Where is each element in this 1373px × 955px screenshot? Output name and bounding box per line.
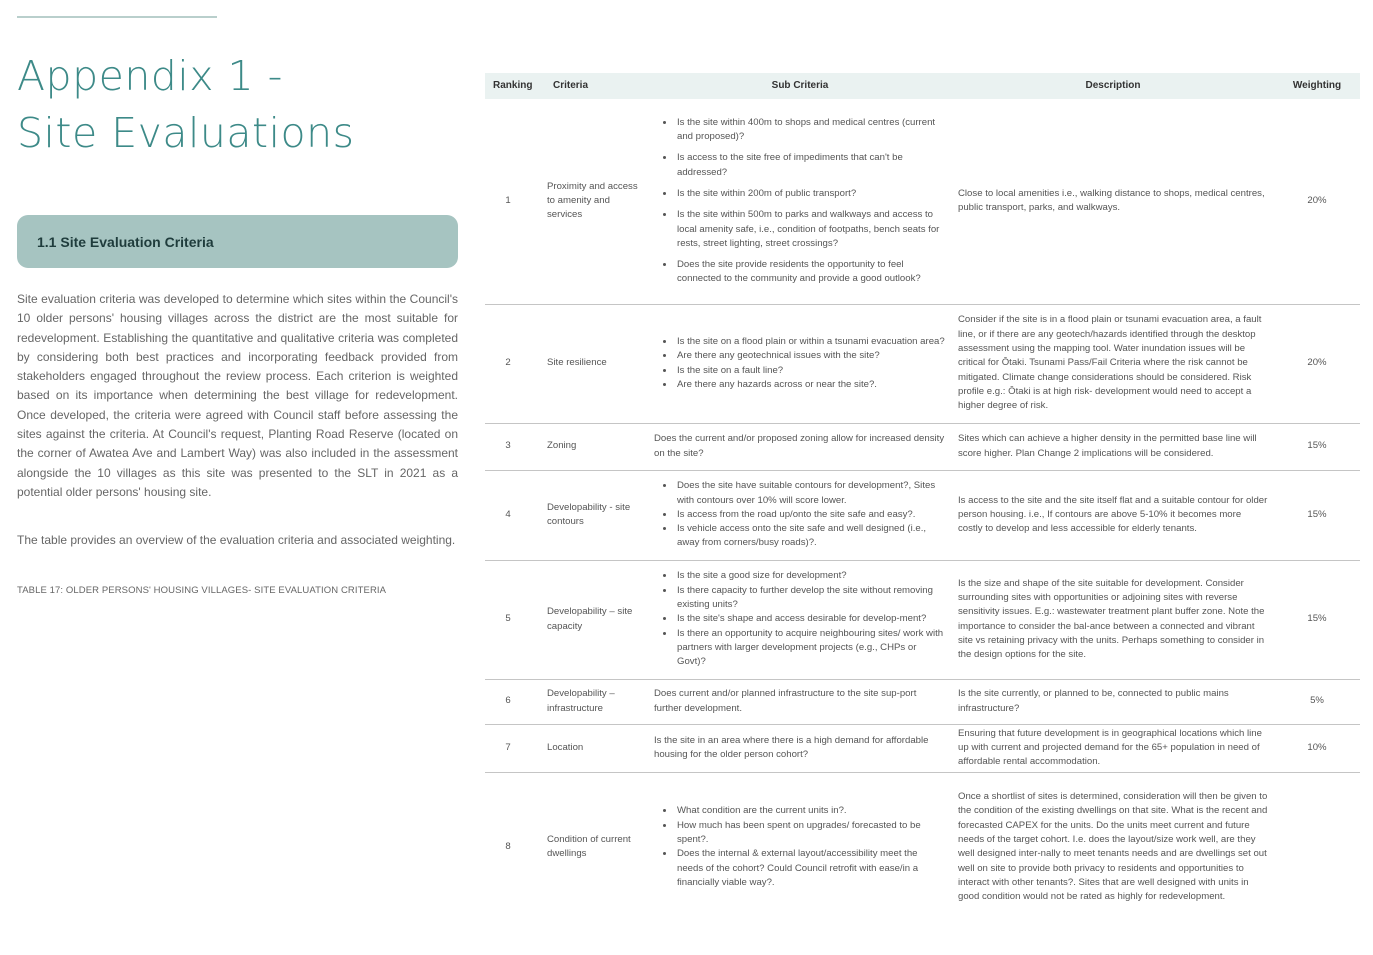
row-description: Is the site currently, or planned to be, connected to public mains infrastructure? xyxy=(952,679,1274,724)
row-criteria: Condition of current dwellings xyxy=(539,772,648,922)
row-criteria: Developability - site contours xyxy=(539,470,648,560)
sub-criteria-item: • Is vehicle access onto the site safe and well designed (i.e., away from corners/busy roads)?. xyxy=(675,522,946,551)
sub-criteria-list xyxy=(654,804,946,890)
row-sub-criteria xyxy=(648,470,952,560)
row-sub-criteria: Does the current and/or proposed zoning allow for increased density on the site? xyxy=(648,423,952,470)
sub-criteria-list xyxy=(654,569,946,669)
sub-criteria-item: • What condition are the current units in?. xyxy=(675,804,946,818)
row-description: Is the size and shape of the site suitable for development. Consider surrounding sites with opportunities or adjoining sites with reverse sensitivity issues. E.g.: wastewater treatment plant buffer zone. Note the importance to consider the bal-ance between a connected and vibrant site vs retaining privacy with the units. Perhaps something to consider in the design options for the site. xyxy=(952,560,1274,679)
row-sub-criteria xyxy=(648,304,952,423)
sub-criteria-item: • Is the site on a flood plain or within a tsunami evacuation area? xyxy=(675,335,946,349)
sub-criteria-item: • Is there capacity to further develop the site without removing existing units? xyxy=(675,584,946,613)
row-description: Close to local amenities i.e., walking distance to shops, medical centres, public transport, parks, and walkways. xyxy=(958,187,1265,214)
row-description: Once a shortlist of sites is determined, consideration will then be given to the condition of the existing dwellings on that site. What is the recent and forecasted CAPEX for the units. Do the units meet current and future needs of the target cohort. I.e. does the layout/size work well, are they well designed inter-nally to meet tenants needs and are dwellings set out well on site to provide both privacy to residents and opportunities to interact with other tenants?. Sites that are well designed with units in good condition would not be rated as highly for redevelopment. xyxy=(952,772,1274,922)
page-title-line-1: Appendix 1 - xyxy=(17,52,283,100)
row-criteria: Proximity and access to amenity and services xyxy=(547,180,638,221)
row-weighting: 20% xyxy=(1274,304,1360,423)
sub-criteria-item: • Are there any hazards across or near the site?. xyxy=(675,378,946,392)
table-row xyxy=(485,724,1360,772)
row-ranking: 5 xyxy=(485,560,539,679)
sub-criteria-item: • Is the site on a fault line? xyxy=(675,364,946,378)
table-caption: TABLE 17: OLDER PERSONS' HOUSING VILLAGES- SITE EVALUATION CRITERIA xyxy=(17,585,387,596)
sub-criteria-item: • Is the site a good size for development? xyxy=(675,569,946,583)
row-description: Is access to the site and the site itself flat and a suitable contour for older person housing. i.e., If contours are above 5-10% it becomes more costly to develop and less accessible for elderly tenants. xyxy=(952,470,1274,560)
row-weighting: 20% xyxy=(1307,195,1327,207)
sub-criteria-item: • How much has been spent on upgrades/ forecasted to be spent?. xyxy=(675,819,946,848)
row-ranking: 1 xyxy=(505,195,511,207)
row-ranking: 3 xyxy=(485,423,539,470)
sub-criteria-item: • Does the site have suitable contours for development?, Sites with contours over 10% will score lower. xyxy=(675,479,946,508)
row-ranking: 6 xyxy=(485,679,539,724)
row-weighting: 10% xyxy=(1274,724,1360,772)
row-criteria: Site resilience xyxy=(539,304,648,423)
table-row xyxy=(485,772,1360,922)
sub-criteria-item: • Is access to the site free of impediments that can't be addressed? xyxy=(675,151,946,180)
sub-criteria-item: • Is access from the road up/onto the site safe and easy?. xyxy=(675,508,946,522)
row-sub-criteria: Is the site in an area where there is a high demand for affordable housing for the older person cohort? xyxy=(648,724,952,772)
sub-criteria-item: • Is there an opportunity to acquire neighbouring sites/ work with partners with larger development projects (e.g., CHPs or Govt)? xyxy=(675,627,946,670)
header-description: Description xyxy=(952,73,1274,99)
row-weighting: 5% xyxy=(1274,679,1360,724)
row-criteria: Location xyxy=(539,724,648,772)
top-rule xyxy=(17,16,217,18)
row-criteria: Developability – site capacity xyxy=(539,560,648,679)
header-ranking: Ranking xyxy=(485,73,539,99)
sub-criteria-item: • Does the internal & external layout/accessibility meet the needs of the cohort? Could Council retrofit with ease/in a financially viable way?. xyxy=(675,847,946,890)
section-heading-pill xyxy=(17,215,458,268)
header-sub-criteria: Sub Criteria xyxy=(648,73,952,99)
section-heading: 1.1 Site Evaluation Criteria xyxy=(37,233,214,250)
header-weighting: Weighting xyxy=(1274,73,1360,99)
page-title-line-2: Site Evaluations xyxy=(17,109,355,157)
table-row xyxy=(485,560,1360,679)
row-description: Ensuring that future development is in geographical locations which line up with current and projected demand for the 65+ population in need of affordable rental accommodation. xyxy=(952,724,1274,772)
page-title xyxy=(17,48,354,162)
table-row xyxy=(485,423,1360,470)
intro-paragraph: Site evaluation criteria was developed to determine which sites within the Council's 10 older persons' housing villages across the district are the most suitable for redevelopment. Establishing the quantitative and qualitative criteria was completed by considering both best practices and incorporating feedback provided from stakeholders engaged throughout the review process. Each criterion is weighted based on its importance when determining the best village for redevelopment. Once developed, the criteria were agreed with Council staff before assessing the sites against the criteria. At Council's request, Planting Road Reserve (located on the corner of Awatea Ave and Lambert Way) was also included in the assessment alongside the 10 villages as this site was presented to the SLT in 2021 as a potential older persons' housing site. xyxy=(17,292,458,499)
row-description: Sites which can achieve a higher density in the permitted base line will score higher. Plan Change 2 implications will be considered. xyxy=(952,423,1274,470)
row-weighting xyxy=(1274,772,1360,922)
criteria-table xyxy=(485,73,1360,922)
row-sub-criteria xyxy=(648,772,952,922)
row-weighting: 15% xyxy=(1274,560,1360,679)
sub-criteria-item: • Are there any geotechnical issues with the site? xyxy=(675,349,946,363)
row-ranking: 8 xyxy=(485,772,539,922)
row-sub-criteria xyxy=(648,99,952,304)
sub-criteria-item: • Is the site's shape and access desirable for develop-ment? xyxy=(675,612,946,626)
table-row xyxy=(485,470,1360,560)
row-criteria: Zoning xyxy=(539,423,648,470)
table-row xyxy=(485,679,1360,724)
sub-criteria-item: • Is the site within 200m of public transport? xyxy=(675,187,946,201)
row-sub-criteria: Does current and/or planned infrastructure to the site sup-port further development. xyxy=(648,679,952,724)
intro-paragraph-2: The table provides an overview of the evaluation criteria and associated weighting. xyxy=(17,533,456,547)
sub-criteria-item: • Is the site within 500m to parks and walkways and access to local amenity safe, i.e., condition of footpaths, bench seats for rests, street lighting, street crossings? xyxy=(675,208,946,251)
header-criteria: Criteria xyxy=(539,73,648,99)
row-weighting: 15% xyxy=(1274,423,1360,470)
row-weighting: 15% xyxy=(1274,470,1360,560)
row-ranking: 2 xyxy=(485,304,539,423)
table-row xyxy=(485,304,1360,423)
table-header-row xyxy=(485,73,1360,99)
sub-criteria-item: • Does the site provide residents the opportunity to feel connected to the community and provide a good outlook? xyxy=(675,258,946,287)
row-ranking: 4 xyxy=(485,470,539,560)
sub-criteria-list xyxy=(654,479,946,550)
row-description: Consider if the site is in a flood plain or tsunami evacuation area, a fault line, or if there are any geotech/hazards identified through the desktop assessment using the mapping tool. Water inundation issues will be critical for Ōtaki. Tsunami Pass/Fail Criteria where the risk cannot be mitigated. Climate change considerations should be considered. Risk profile e.g.: Ōtaki is at high risk- development would need to accept a higher degree of risk. xyxy=(952,304,1274,423)
row-ranking: 7 xyxy=(485,724,539,772)
row-criteria: Developability – infrastructure xyxy=(539,679,648,724)
sub-criteria-list xyxy=(654,116,946,287)
sub-criteria-list xyxy=(654,335,946,392)
row-sub-criteria xyxy=(648,560,952,679)
sub-criteria-item: • Is the site within 400m to shops and medical centres (current and proposed)? xyxy=(675,116,946,145)
table-row xyxy=(485,99,1360,304)
